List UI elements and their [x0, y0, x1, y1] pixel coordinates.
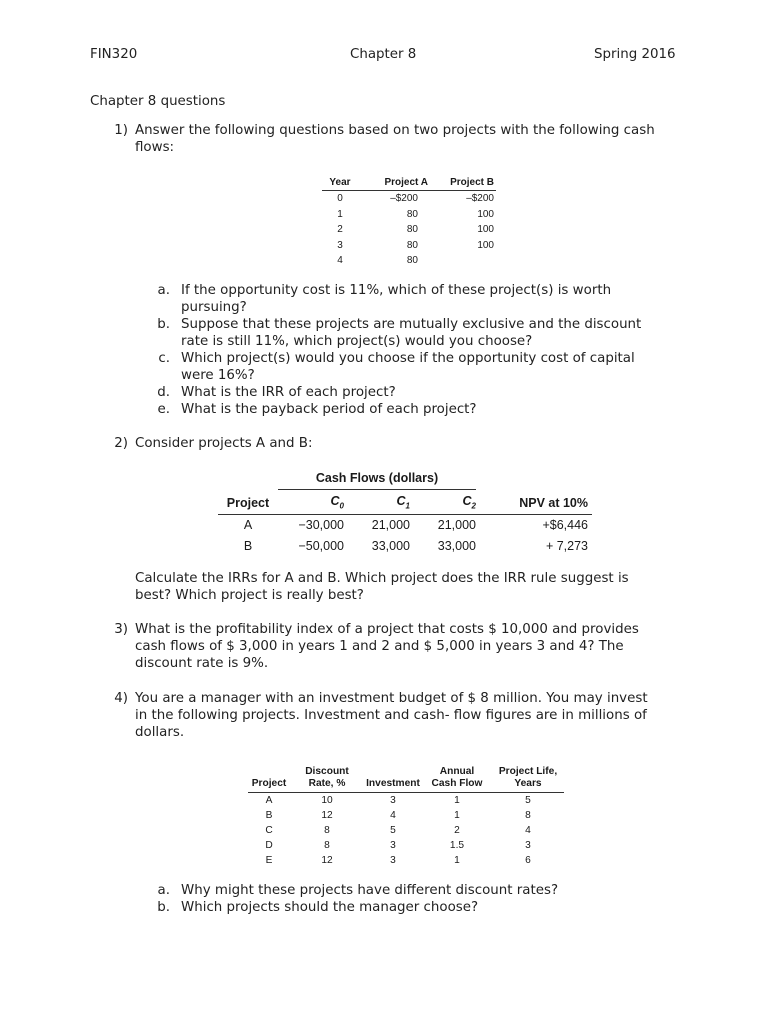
table1-cell: 80: [406, 208, 418, 220]
question-3-number: 3): [114, 622, 128, 637]
table3-cell: C: [265, 825, 273, 836]
table3-cell: 3: [390, 795, 396, 806]
cash-flow-table-1: [322, 174, 496, 269]
table2-span-header: Cash Flows (dollars): [315, 471, 439, 486]
cash-flow-table-2: [218, 468, 592, 557]
table3-cell: 6: [525, 855, 531, 866]
question-4-line2: in the following projects. Investment and cash- flow figures are in millions of: [135, 708, 647, 723]
table2-header-project: Project: [218, 492, 278, 515]
table1-cell: 2: [337, 224, 343, 236]
question-2-number: 2): [114, 436, 128, 451]
table2-cell: 33,000: [371, 539, 410, 553]
table3-cell: A: [265, 795, 273, 806]
table3-cell: 3: [390, 855, 396, 866]
table1-cell: 100: [477, 239, 494, 251]
q1-sub-d-line1: What is the IRR of each project?: [181, 385, 396, 400]
table3-cell: 4: [390, 810, 396, 821]
question-1-number: 1): [114, 123, 128, 138]
table1-cell: –$200: [390, 193, 418, 205]
table3-cell: 1.5: [449, 840, 465, 851]
table2-cell: + 7,273: [545, 539, 588, 553]
question-3-line2: cash flows of $ 3,000 in years 1 and 2 and $ 5,000 in years 3 and 4? The: [135, 639, 624, 654]
table3-cell: 1: [454, 795, 460, 806]
table1-header-year: Year: [322, 174, 358, 191]
table3-cell: 8: [324, 840, 330, 851]
table3-cell: 1: [454, 855, 460, 866]
q1-sub-e-label: e.: [157, 402, 170, 417]
q4-sub-b-label: b.: [157, 900, 170, 915]
question-4-line1: You are a manager with an investment budget of $ 8 million. You may invest: [135, 691, 648, 706]
q1-sub-b-line1: Suppose that these projects are mutually exclusive and the discount: [181, 317, 642, 332]
table3-cell: 5: [390, 825, 396, 836]
table3-cell: 8: [525, 810, 531, 821]
q1-sub-e-line1: What is the payback period of each project?: [181, 402, 477, 417]
table3-cell: 2: [454, 825, 460, 836]
q4-sub-a-label: a.: [157, 883, 170, 898]
header-course: FIN320: [90, 47, 138, 62]
question-3-line3: discount rate is 9%.: [135, 656, 269, 671]
table1-cell: 100: [477, 224, 494, 236]
question-1-text-line1: Answer the following questions based on two projects with the following cash: [135, 123, 655, 138]
question-2-followup-line2: best? Which project is really best?: [135, 588, 364, 603]
table3-cell: 10: [321, 795, 333, 806]
table1-cell: 80: [406, 255, 418, 267]
table1-cell: 3: [337, 239, 343, 251]
table3-header-project: Project: [248, 760, 290, 793]
table1-cell: 80: [406, 224, 418, 236]
table-row: [218, 514, 592, 536]
table-row: [218, 536, 592, 557]
table3-cell: 12: [321, 855, 333, 866]
question-2-followup-line1: Calculate the IRRs for A and B. Which project does the IRR rule suggest is: [135, 571, 629, 586]
table3-header-project-life: Project Life, Years: [492, 760, 564, 793]
header-term: Spring 2016: [594, 47, 676, 62]
q1-sub-c-label: c.: [158, 351, 170, 366]
header-chapter: Chapter 8: [350, 47, 417, 62]
table3-cell: 5: [525, 795, 531, 806]
table1-cell: 80: [406, 239, 418, 251]
table3-cell: D: [265, 840, 273, 851]
table2-cell: 21,000: [437, 518, 476, 532]
table1-cell: 100: [477, 208, 494, 220]
table3-header-investment: Investment: [364, 760, 422, 793]
table2-cell: −50,000: [298, 539, 344, 553]
table2-header-c2: $C_2$: [410, 492, 476, 515]
projects-table: [248, 760, 564, 868]
table1-cell: 0: [337, 193, 343, 205]
table3-cell: 3: [390, 840, 396, 851]
q1-sub-a-line1: If the opportunity cost is 11%, which of these project(s) is worth: [181, 283, 612, 298]
table2-cell: +$6,446: [542, 518, 588, 532]
table3-cell: E: [265, 855, 273, 866]
table-row: [322, 191, 496, 207]
page-title: Chapter 8 questions: [90, 94, 226, 109]
table2-cell: A: [243, 518, 253, 532]
table3-cell: 4: [525, 825, 531, 836]
table3-cell: 8: [324, 825, 330, 836]
question-4-line3: dollars.: [135, 725, 185, 740]
table1-cell: –$200: [466, 193, 494, 205]
table2-cell: 21,000: [371, 518, 410, 532]
question-3-line1: What is the profitability index of a project that costs $ 10,000 and provides: [135, 622, 639, 637]
q1-sub-a-label: a.: [157, 283, 170, 298]
question-1-text-line2: flows:: [135, 140, 175, 155]
table-row: [248, 853, 564, 868]
q4-sub-a-line1: Why might these projects have different discount rates?: [181, 883, 559, 898]
table-row: [248, 808, 564, 823]
table2-header-npv: NPV at 10%: [476, 492, 592, 515]
table3-cell: 3: [525, 840, 531, 851]
table1-header-project-a: Project A: [358, 174, 434, 191]
table2-header-c1: $C_1$: [344, 492, 410, 515]
q1-sub-c-line2: were 16%?: [181, 368, 255, 383]
table3-cell: B: [265, 810, 273, 821]
question-4-number: 4): [114, 691, 128, 706]
table2-cell: 33,000: [437, 539, 476, 553]
table2-header-c0: $C_0$: [278, 492, 344, 515]
table1-header-project-b: Project B: [434, 174, 496, 191]
table3-header-annual-cash-flow: Annual Cash Flow: [422, 760, 492, 793]
table3-cell: 12: [321, 810, 333, 821]
q1-sub-a-line2: pursuing?: [181, 300, 247, 315]
q1-sub-d-label: d.: [157, 385, 170, 400]
table-row: [248, 793, 564, 809]
table1-cell: [434, 253, 496, 269]
table-row: [322, 222, 496, 238]
q1-sub-b-label: b.: [157, 317, 170, 332]
table2-cell: −30,000: [298, 518, 344, 532]
table3-header-discount-rate: Discount Rate, %: [290, 760, 364, 793]
table1-cell: 4: [337, 255, 343, 267]
table2-cell: B: [243, 539, 253, 553]
q1-sub-c-line1: Which project(s) would you choose if the opportunity cost of capital: [181, 351, 635, 366]
table-row: [322, 253, 496, 269]
q4-sub-b-line1: Which projects should the manager choose?: [181, 900, 479, 915]
table1-cell: 1: [337, 208, 343, 220]
table3-cell: 1: [454, 810, 460, 821]
table-row: [322, 238, 496, 254]
table-row: [248, 838, 564, 853]
table-row: [248, 823, 564, 838]
table-row: [322, 207, 496, 223]
q1-sub-b-line2: rate is still 11%, which project(s) would you choose?: [181, 334, 533, 349]
question-2-text-line1: Consider projects A and B:: [135, 436, 313, 451]
